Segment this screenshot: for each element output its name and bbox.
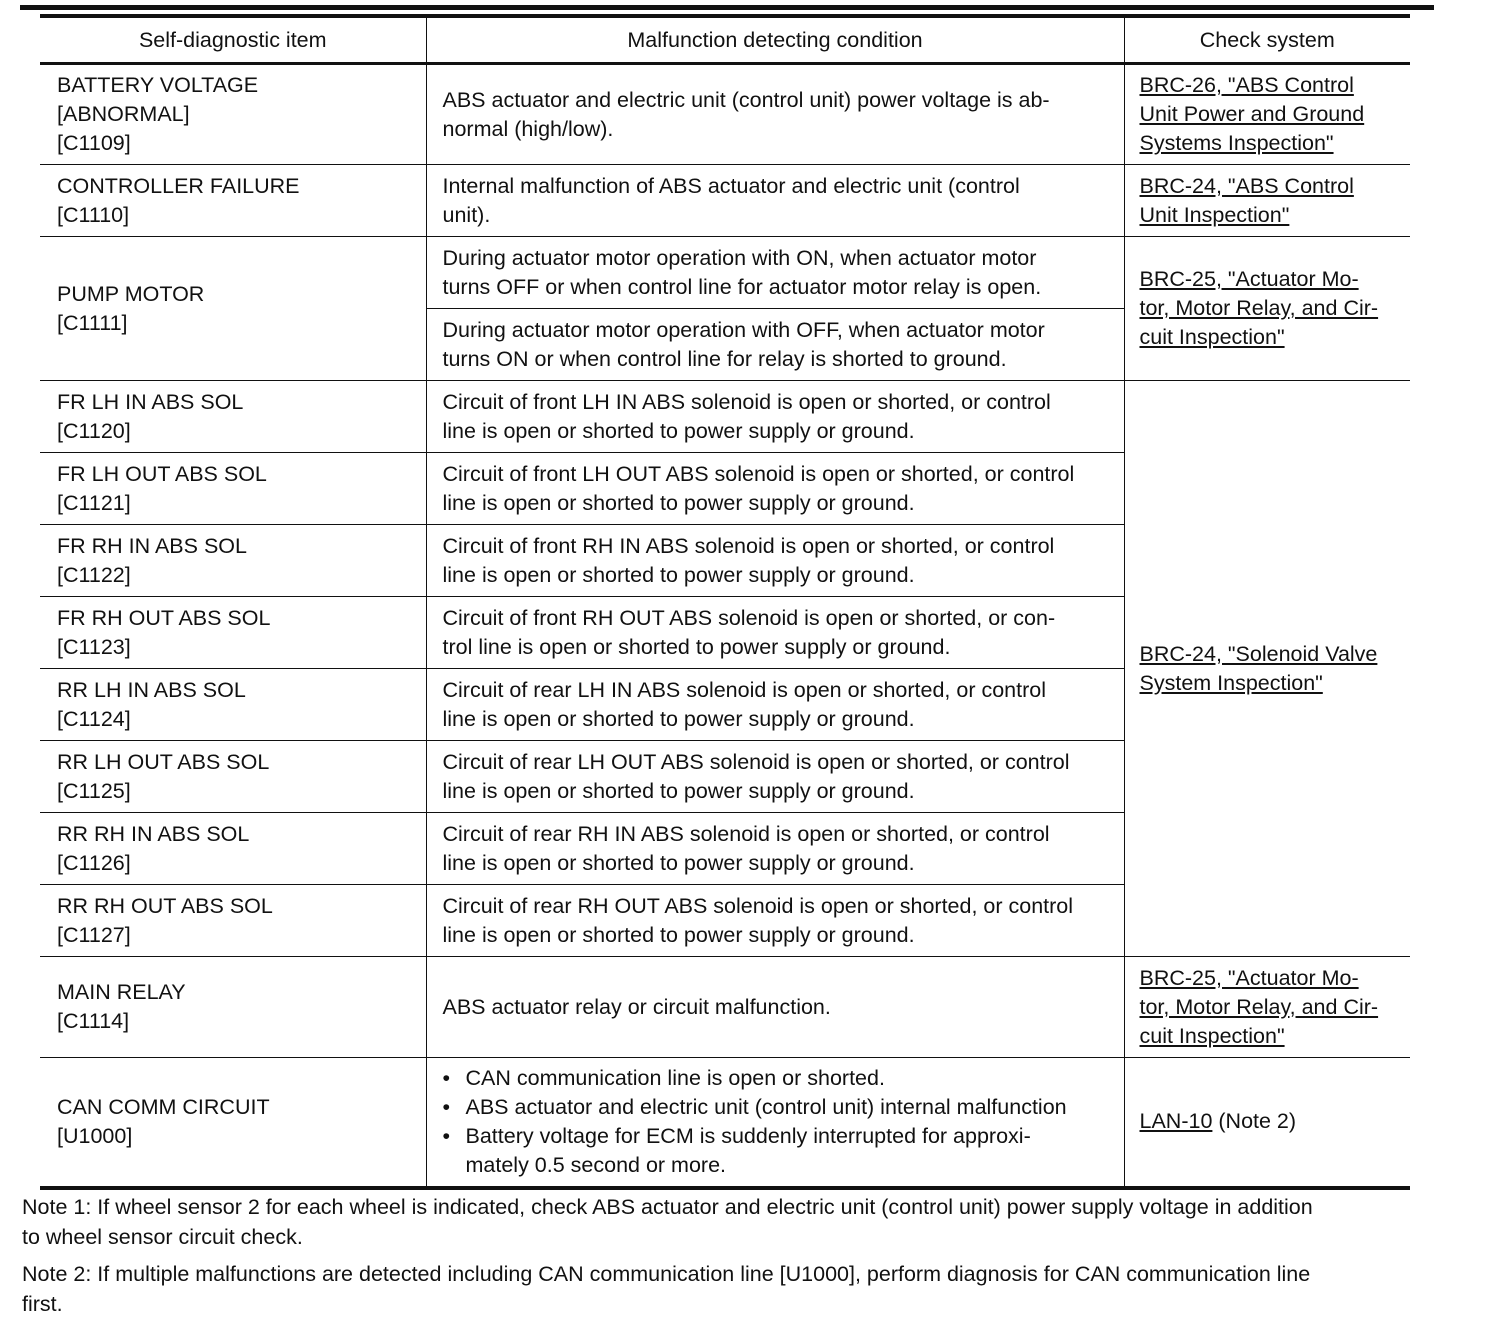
check-system-link[interactable]: cuit Inspection" xyxy=(1139,325,1285,349)
condition-text: line is open or shorted to power supply or ground. xyxy=(442,562,915,587)
item-code: [C1120] xyxy=(57,418,131,443)
condition-text: ABS actuator relay or circuit malfunction. xyxy=(442,994,831,1019)
check-cell xyxy=(1124,957,1410,1058)
condition-text: line is open or shorted to power supply or ground. xyxy=(442,850,915,875)
condition-cell xyxy=(426,741,1124,813)
check-system-link[interactable]: Systems Inspection" xyxy=(1139,131,1334,155)
table-row xyxy=(40,64,1410,165)
condition-text: line is open or shorted to power supply or ground. xyxy=(442,706,915,731)
list-item xyxy=(443,1093,1114,1122)
condition-text: line is open or shorted to power supply or ground. xyxy=(442,922,915,947)
item-code: [C1121] xyxy=(57,490,131,515)
note-text: first. xyxy=(22,1292,63,1316)
item-text: RR RH IN ABS SOL xyxy=(57,821,250,846)
check-system-link[interactable]: cuit Inspection" xyxy=(1139,1023,1285,1048)
condition-cell xyxy=(426,64,1124,165)
check-cell xyxy=(1124,165,1410,237)
check-system-link[interactable]: Unit Power and Ground xyxy=(1139,102,1365,126)
list-item xyxy=(443,1122,1114,1180)
condition-cell xyxy=(426,381,1124,453)
item-text: FR RH IN ABS SOL xyxy=(57,533,247,558)
note-text: Note 2: If multiple malfunctions are detected including CAN communication line [U1000], perform diagnosis for CAN communication line xyxy=(22,1262,1311,1286)
condition-text: Battery voltage for ECM is suddenly interrupted for approxi- xyxy=(465,1123,1031,1148)
item-code: [C1123] xyxy=(57,634,131,659)
item-cell xyxy=(40,453,426,525)
condition-text: ABS actuator and electric unit (control unit) power voltage is ab- xyxy=(442,87,1050,112)
item-cell xyxy=(40,1058,426,1188)
check-system-link[interactable]: BRC-24, "Solenoid Valve xyxy=(1139,641,1378,666)
item-cell xyxy=(40,741,426,813)
self-diagnostic-table xyxy=(40,14,1410,1190)
check-system-link[interactable]: System Inspection" xyxy=(1139,670,1323,695)
item-text: CONTROLLER FAILURE xyxy=(57,173,300,198)
item-cell xyxy=(40,165,426,237)
condition-text: During actuator motor operation with OFF, when actuator motor xyxy=(442,317,1045,342)
check-system-link[interactable]: BRC-24, "ABS Control xyxy=(1139,173,1354,198)
item-cell xyxy=(40,237,426,381)
item-code: [C1124] xyxy=(57,706,131,731)
condition-cell xyxy=(426,165,1124,237)
item-text: MAIN RELAY xyxy=(57,980,186,1004)
condition-text: CAN communication line is open or shorted. xyxy=(465,1065,885,1090)
item-code: [C1126] xyxy=(57,850,131,875)
table-row xyxy=(40,957,1410,1058)
bullet-icon: • xyxy=(442,1123,451,1148)
check-system-link[interactable]: tor, Motor Relay, and Cir- xyxy=(1139,994,1379,1019)
header-check-system: Check system xyxy=(1124,16,1410,64)
condition-cell xyxy=(426,525,1124,597)
table-row xyxy=(40,165,1410,237)
check-system-link[interactable]: BRC-26, "ABS Control xyxy=(1139,73,1354,97)
item-cell xyxy=(40,957,426,1058)
item-text: FR LH IN ABS SOL xyxy=(57,389,244,414)
check-cell xyxy=(1124,1058,1410,1188)
item-text: CAN COMM CIRCUIT xyxy=(57,1094,270,1119)
condition-text: Circuit of rear LH IN ABS solenoid is open or shorted, or control xyxy=(442,677,1046,702)
check-system-link[interactable]: tor, Motor Relay, and Cir- xyxy=(1139,296,1379,320)
item-code: [C1127] xyxy=(57,922,131,947)
condition-text: mately 0.5 second or more. xyxy=(465,1152,727,1177)
condition-text: Circuit of front LH IN ABS solenoid is open or shorted, or control xyxy=(442,389,1051,414)
condition-text: turns OFF or when control line for actuator motor relay is open. xyxy=(442,274,1042,299)
item-text: RR RH OUT ABS SOL xyxy=(57,893,273,918)
note-text: Note 1: If wheel sensor 2 for each wheel is indicated, check ABS actuator and electric unit (control unit) power supply voltage in addition xyxy=(22,1195,1313,1219)
check-cell xyxy=(1124,381,1410,957)
item-cell xyxy=(40,885,426,957)
condition-cell xyxy=(426,813,1124,885)
condition-text: line is open or shorted to power supply or ground. xyxy=(442,490,915,515)
condition-text: unit). xyxy=(442,202,491,227)
condition-cell xyxy=(426,885,1124,957)
condition-cell xyxy=(426,669,1124,741)
condition-text: Circuit of front LH OUT ABS solenoid is open or shorted, or control xyxy=(442,461,1075,486)
check-system-link[interactable]: BRC-25, "Actuator Mo- xyxy=(1139,267,1359,291)
condition-text: normal (high/low). xyxy=(442,116,614,141)
item-cell xyxy=(40,813,426,885)
bullet-icon: • xyxy=(442,1065,451,1090)
check-system-note: (Note 2) xyxy=(1212,1109,1297,1134)
condition-text: Circuit of rear LH OUT ABS solenoid is open or shorted, or control xyxy=(442,749,1070,774)
top-rule xyxy=(20,5,1434,10)
item-text: RR LH OUT ABS SOL xyxy=(57,749,270,774)
item-code: [C1114] xyxy=(57,1009,130,1033)
check-cell xyxy=(1124,237,1410,381)
condition-text: trol line is open or shorted to power supply or ground. xyxy=(442,634,951,659)
table-row xyxy=(40,381,1410,453)
condition-cell xyxy=(426,309,1124,381)
item-text: RR LH IN ABS SOL xyxy=(57,677,246,702)
condition-text: line is open or shorted to power supply or ground. xyxy=(442,778,915,803)
condition-cell xyxy=(426,1058,1124,1188)
check-system-text xyxy=(1140,1107,1407,1136)
header-malfunction-condition: Malfunction detecting condition xyxy=(426,16,1124,64)
note-1 xyxy=(22,1192,1442,1252)
check-cell xyxy=(1124,64,1410,165)
item-cell xyxy=(40,669,426,741)
item-cell xyxy=(40,381,426,453)
condition-text: Circuit of rear RH OUT ABS solenoid is open or shorted, or control xyxy=(442,893,1074,918)
table-header-row xyxy=(40,16,1410,64)
item-code: [C1122] xyxy=(57,562,131,587)
list-item xyxy=(443,1064,1114,1093)
condition-text: turns ON or when control line for relay is shorted to ground. xyxy=(442,346,1007,371)
condition-text: Circuit of front RH OUT ABS solenoid is open or shorted, or con- xyxy=(442,605,1056,630)
item-code: [U1000] xyxy=(57,1123,133,1148)
note-2 xyxy=(22,1259,1442,1319)
condition-bullet-list xyxy=(443,1064,1114,1180)
item-code: [C1110] xyxy=(57,202,130,227)
table-row xyxy=(40,1058,1410,1188)
note-text: to wheel sensor circuit check. xyxy=(22,1225,303,1249)
condition-text: Internal malfunction of ABS actuator and electric unit (control xyxy=(442,173,1020,198)
condition-cell xyxy=(426,237,1124,309)
table-row xyxy=(40,237,1410,309)
item-cell xyxy=(40,525,426,597)
item-cell xyxy=(40,64,426,165)
condition-text: Circuit of front RH IN ABS solenoid is open or shorted, or control xyxy=(442,533,1055,558)
item-text: BATTERY VOLTAGE xyxy=(57,73,259,97)
condition-text: line is open or shorted to power supply or ground. xyxy=(442,418,915,443)
bullet-icon: • xyxy=(442,1094,451,1119)
header-self-diagnostic-item: Self-diagnostic item xyxy=(40,16,426,64)
item-code: [C1111] xyxy=(57,310,128,335)
check-system-link[interactable]: Unit Inspection" xyxy=(1139,202,1290,227)
condition-cell xyxy=(426,453,1124,525)
item-text: FR LH OUT ABS SOL xyxy=(57,461,267,486)
condition-cell xyxy=(426,597,1124,669)
item-text: FR RH OUT ABS SOL xyxy=(57,605,271,630)
check-system-link[interactable]: LAN-10 xyxy=(1139,1109,1213,1134)
item-cell xyxy=(40,597,426,669)
condition-text: During actuator motor operation with ON, when actuator motor xyxy=(442,245,1037,270)
item-text: [ABNORMAL] xyxy=(57,102,190,126)
item-code: [C1125] xyxy=(57,778,131,803)
condition-text: Circuit of rear RH IN ABS solenoid is open or shorted, or control xyxy=(442,821,1050,846)
item-text: PUMP MOTOR xyxy=(57,281,205,306)
item-code: [C1109] xyxy=(57,131,131,155)
condition-cell xyxy=(426,957,1124,1058)
notes-section xyxy=(22,1192,1442,1326)
condition-text: ABS actuator and electric unit (control unit) internal malfunction xyxy=(465,1094,1067,1119)
check-system-link[interactable]: BRC-25, "Actuator Mo- xyxy=(1139,965,1359,990)
